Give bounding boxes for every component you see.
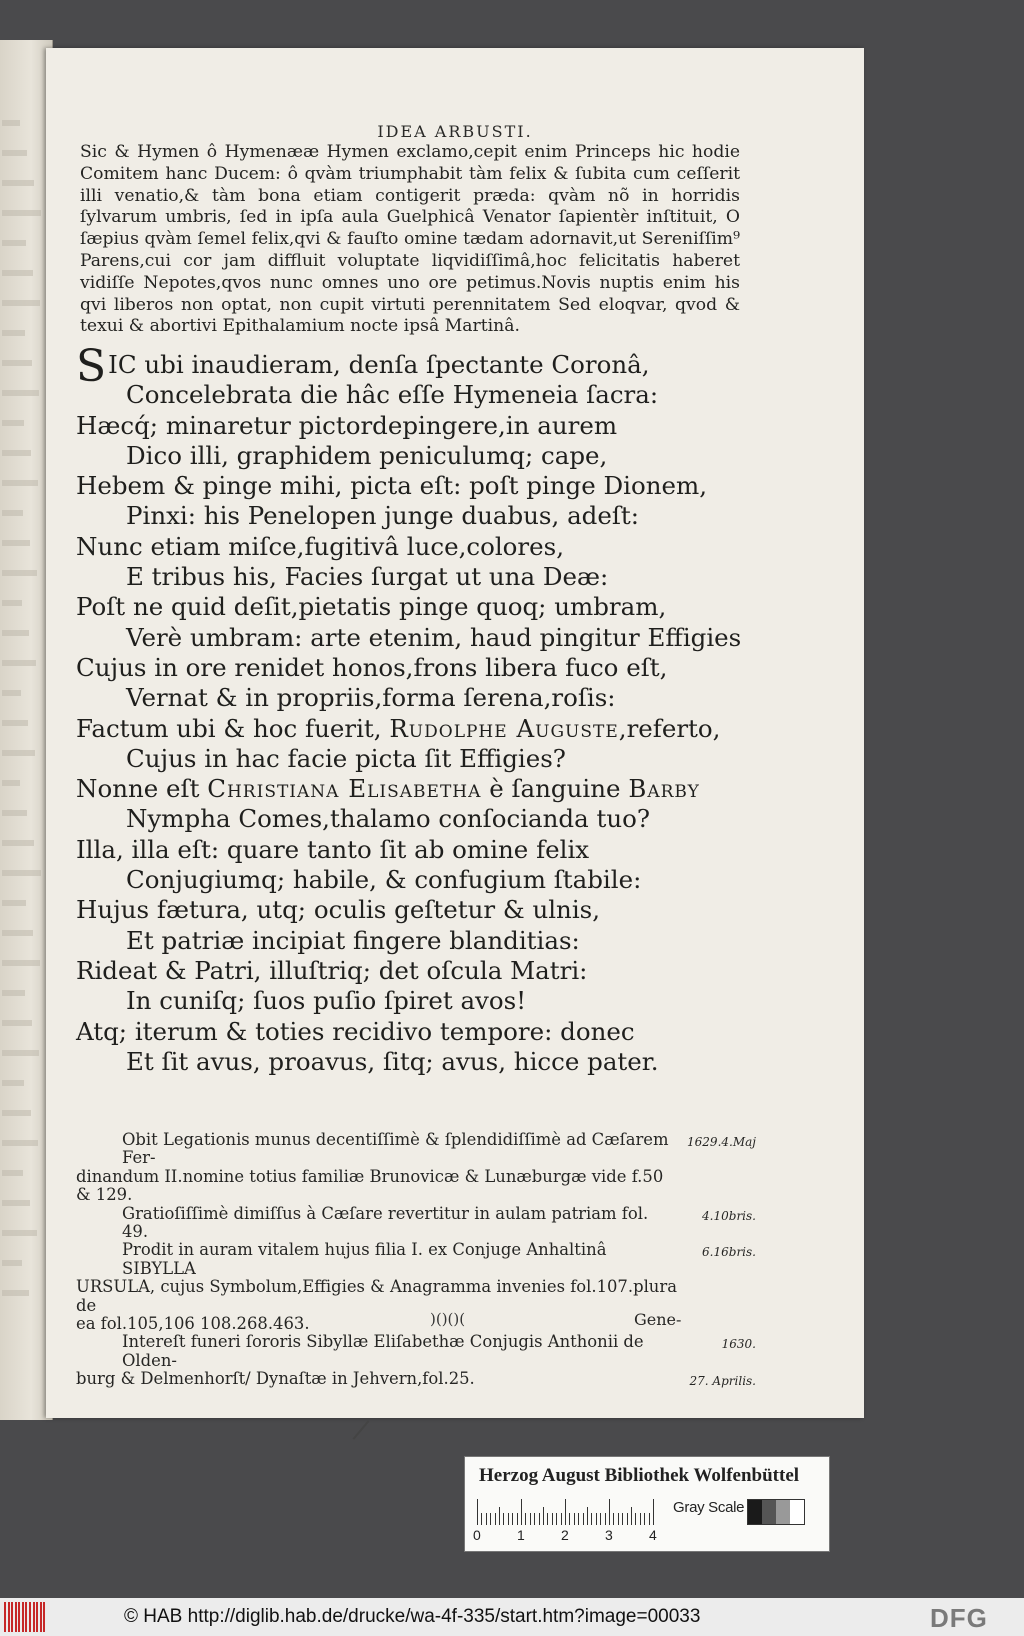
verse-text: Nonne eſt bbox=[76, 774, 208, 804]
verse-text: Hæcq́; minaretur pictordepingere,in aurem bbox=[76, 410, 618, 440]
verse-line bbox=[76, 592, 716, 622]
ruler-tick bbox=[605, 1513, 606, 1525]
verse-text: Cujus in hac facie picta ſit Effigies? bbox=[126, 743, 566, 773]
verse-line bbox=[76, 835, 716, 865]
verse-text: Hujus fætura, utq; oculis geſtetur & ulnis, bbox=[76, 895, 601, 925]
note-text: Gratioſiſſimè dimiſſus à Cæſare revertitur in aulam patriam fol. 49. bbox=[122, 1203, 649, 1242]
book-page bbox=[46, 48, 864, 1418]
note-text: burg & Delmenhorſt/ Dynaſtæ in Jehvern,fol.25. bbox=[76, 1369, 475, 1389]
ruler-tick bbox=[596, 1513, 597, 1525]
library-name: Herzog August Bibliothek Wolfenbüttel bbox=[479, 1465, 800, 1486]
ruler-tick bbox=[561, 1513, 562, 1525]
verse-line bbox=[76, 341, 716, 392]
gray-scale-label: Gray Scale bbox=[673, 1499, 745, 1516]
note-line bbox=[76, 1168, 756, 1205]
verse-line bbox=[76, 653, 716, 683]
margin-date: 1630. bbox=[721, 1337, 756, 1352]
ruler-tick bbox=[525, 1513, 526, 1525]
verse-text: Conjugiumq; habile, & confugium ſtabile: bbox=[126, 865, 642, 895]
verse-line bbox=[76, 895, 716, 925]
verse-text: Cujus in ore renidet honos,frons libera fuco eſt, bbox=[76, 652, 668, 682]
verse-text: Nympha Comes,thalamo conſocianda tuo? bbox=[126, 804, 650, 834]
ruler-tick bbox=[547, 1513, 548, 1525]
pencil-mark bbox=[353, 1420, 370, 1440]
verse-text: Concelebrata die hâc eſſe Hymeneia ſacra: bbox=[126, 380, 659, 410]
ruler-tick bbox=[649, 1513, 650, 1525]
proper-name: Christiana Elisabetha bbox=[207, 774, 482, 804]
ruler-tick bbox=[530, 1513, 531, 1525]
verse-line bbox=[76, 713, 721, 744]
verse-text: Atq; iterum & toties recidivo tempore: donec bbox=[76, 1016, 635, 1046]
ruler-tick bbox=[600, 1513, 601, 1525]
ruler-tick bbox=[583, 1513, 584, 1525]
catchword: Gene- bbox=[634, 1310, 682, 1329]
ruler-tick bbox=[503, 1513, 504, 1525]
verse-text: Illa, illa eſt: quare tanto ſit ab omine felix bbox=[76, 834, 590, 864]
ruler-tick bbox=[499, 1507, 500, 1525]
verse-text: ,referto, bbox=[618, 713, 721, 743]
verse-text: In cuniſq; ſuos puſio ſpiret avos! bbox=[126, 986, 527, 1016]
proper-name: Rudolphe Auguste bbox=[389, 713, 619, 743]
verse-line bbox=[76, 774, 716, 804]
note-text: Prodit in auram vitalem hujus filia I. ex Conjuge Anhaltinâ SIBYLLA bbox=[122, 1240, 607, 1278]
verse-text: Rideat & Patri, illuſtriq; det oſcula Matri: bbox=[76, 955, 588, 985]
note-line bbox=[76, 1333, 756, 1370]
verse-line bbox=[76, 986, 716, 1016]
ruler-tick bbox=[644, 1513, 645, 1525]
note-line bbox=[76, 1370, 756, 1388]
verse-text: IC ubi inaudieram, denſa ſpectante Coronâ, bbox=[108, 350, 650, 379]
verse-text: Poſt ne quid deſit,pietatis pinge quoq; umbram, bbox=[76, 592, 667, 622]
ruler-tick bbox=[609, 1499, 610, 1525]
ruler-tick bbox=[490, 1513, 491, 1525]
margin-date: 27. Aprilis. bbox=[689, 1374, 756, 1389]
copyright-url[interactable]: © HAB http://diglib.hab.de/drucke/wa-4f-335/start.htm?image=00033 bbox=[124, 1606, 701, 1627]
verse-text: Verè umbram: arte etenim, haud pingitur Effigies bbox=[126, 622, 742, 652]
barcode-icon bbox=[4, 1602, 46, 1632]
verse-text: è ſanguine bbox=[481, 774, 629, 804]
scale-number: 4 bbox=[649, 1527, 657, 1543]
verse-line bbox=[76, 562, 716, 592]
verse-line bbox=[76, 956, 716, 986]
scale-number: 3 bbox=[605, 1527, 613, 1543]
verse-line bbox=[76, 380, 716, 410]
ruler-tick bbox=[495, 1513, 496, 1525]
verse-line bbox=[76, 804, 716, 834]
verse-line bbox=[76, 744, 716, 774]
ruler-tick bbox=[618, 1513, 619, 1525]
scale-number: 0 bbox=[473, 1527, 481, 1543]
ruler-tick bbox=[653, 1499, 654, 1525]
ruler-tick bbox=[622, 1513, 623, 1525]
epithalamium-verses bbox=[76, 341, 742, 1077]
scale-number: 1 bbox=[517, 1527, 525, 1543]
verse-text: Vernat & in propriis,forma ſerena,roſis: bbox=[126, 683, 616, 713]
gray-scale-bar bbox=[747, 1499, 805, 1525]
verse-line bbox=[76, 501, 716, 531]
margin-date: 4.10bris. bbox=[702, 1208, 756, 1223]
verse-text: Factum ubi & hoc fuerit, bbox=[76, 713, 390, 743]
verse-text: E tribus his, Facies ſurgat ut una Deæ: bbox=[126, 562, 609, 592]
margin-date: 1629.4.Maj bbox=[687, 1135, 756, 1149]
verse-line bbox=[76, 865, 716, 895]
ruler-tick bbox=[640, 1513, 641, 1525]
ruler-tick bbox=[477, 1499, 478, 1525]
drop-cap: S bbox=[76, 341, 107, 392]
verse-line bbox=[76, 532, 716, 562]
ruler-tick bbox=[486, 1513, 487, 1525]
ruler-tick bbox=[552, 1513, 553, 1525]
note-line bbox=[76, 1205, 756, 1242]
margin-date: 6.16bris. bbox=[702, 1245, 756, 1260]
verse-line bbox=[76, 471, 716, 501]
verse-line bbox=[76, 683, 716, 713]
verse-line bbox=[76, 411, 716, 441]
ruler-tick bbox=[627, 1513, 628, 1525]
ruler-tick bbox=[543, 1507, 544, 1525]
note-text: ea fol.105,106 108.268.463. bbox=[76, 1314, 310, 1334]
ruler-tick bbox=[565, 1499, 566, 1525]
scale-number: 2 bbox=[561, 1527, 569, 1543]
ruler-tick bbox=[534, 1513, 535, 1525]
verse-line bbox=[76, 1047, 716, 1077]
prose-paragraph: Sic & Hymen ô Hymenææ Hymen exclamo,cepit enim Princeps hic hodie Comitem hanc Ducem: ô qvàm triumphabit tàm felix & ſubita cum ceſſerit illi venatio,& tàm bona etiam contigerit præda: qvàm nõ in horridis ſylvarum umbris, ſed in ipſa aula Guelphicâ Venator ſapientèr inſtituit, O ſæpius qvàm ſemel felix,qvi & fauſto omine tædam adornavit,ut Sereniſſim⁹ Parens,cui cor jam diffluit voluptate liqvidiſſimâ,hoc felicitatis haberet vidiſſe Nepotes,qvos nunc omnes uno ore petimus.Novis nuptis enim his qvi liberos non optat, non cupit virtuti perennitatem Sed eloqvar, qvod & texui & abortivi Epithalamium nocte ipsâ Martinâ. bbox=[80, 142, 740, 337]
prose-block bbox=[80, 142, 740, 338]
ruler-tick bbox=[591, 1513, 592, 1525]
note-text: URSULA, cujus Symbolum,Effigies & Anagramma invenies fol.107.plura de bbox=[76, 1277, 677, 1315]
ruler-tick bbox=[517, 1513, 518, 1525]
note-text: Obit Legationis munus decentiſſimè & ſplendidiſſimè ad Cæſarem Fer- bbox=[122, 1130, 669, 1168]
ruler-tick bbox=[556, 1513, 557, 1525]
ornament: )()()( bbox=[430, 1310, 466, 1328]
ruler-tick bbox=[512, 1513, 513, 1525]
proper-name: Barby bbox=[628, 774, 700, 804]
grayscale-reference-card bbox=[464, 1456, 830, 1552]
ruler-tick bbox=[574, 1513, 575, 1525]
note-text: dinandum II.nomine totius familiæ Brunovicæ & Lunæburgæ vide f.50 & 129. bbox=[76, 1166, 664, 1205]
ruler-tick bbox=[613, 1513, 614, 1525]
verse-line bbox=[76, 926, 716, 956]
ruler-tick bbox=[569, 1513, 570, 1525]
verse-line bbox=[76, 441, 716, 471]
verse-text: Et ſit avus, proavus, ſitq; avus, hicce pater. bbox=[126, 1046, 659, 1076]
verse-text: Hebem & pinge mihi, picta eſt: poſt pinge Dionem, bbox=[76, 471, 708, 501]
verse-text: Dico illi, graphidem peniculumq; cape, bbox=[126, 440, 608, 470]
ruler-tick bbox=[508, 1513, 509, 1525]
scale-ruler bbox=[477, 1495, 697, 1525]
ruler-tick bbox=[481, 1513, 482, 1525]
verse-line bbox=[76, 1017, 716, 1047]
note-line bbox=[76, 1131, 756, 1168]
dfg-logo: DFG bbox=[930, 1603, 988, 1633]
ruler-tick bbox=[631, 1507, 632, 1525]
ruler-tick bbox=[635, 1513, 636, 1525]
note-text: Intereſt funeri ſororis Sibyllæ Eliſabethæ Conjugis Anthonii de Olden- bbox=[122, 1332, 644, 1370]
verse-line bbox=[76, 622, 742, 653]
ruler-tick bbox=[578, 1513, 579, 1525]
ruler-tick bbox=[539, 1513, 540, 1525]
verse-text: Pinxi: his Penelopen junge duabus, adeſt: bbox=[126, 501, 640, 531]
marginal-notes bbox=[76, 1131, 756, 1389]
verse-text: Et patriæ incipiat fingere blanditias: bbox=[126, 925, 580, 955]
ruler-tick bbox=[587, 1507, 588, 1525]
footer-bar bbox=[0, 1598, 1024, 1636]
note-line bbox=[76, 1241, 756, 1278]
running-header: IDEA ARBUSTI. bbox=[377, 122, 533, 141]
ruler-tick bbox=[521, 1499, 522, 1525]
verse-text: Nunc etiam miſce,fugitivâ luce,colores, bbox=[76, 531, 564, 561]
